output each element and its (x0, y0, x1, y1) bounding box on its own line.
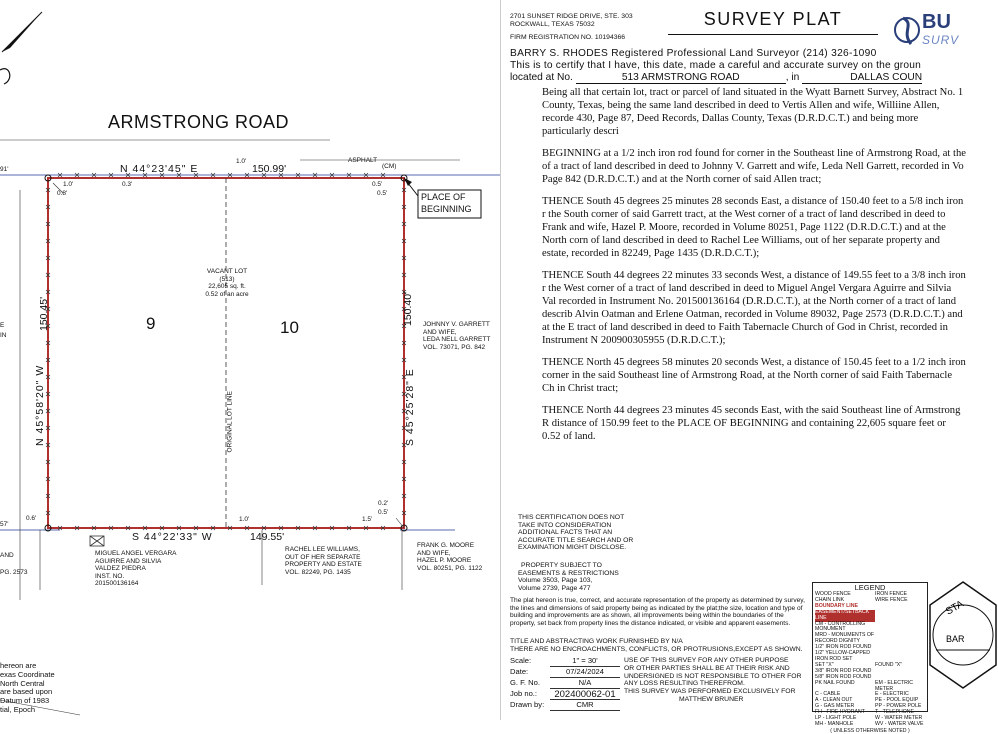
legend-item-right: W - WATER METER (875, 715, 923, 722)
pob-label-1: PLACE OF (421, 192, 466, 202)
offset-label: 1.5' (362, 516, 373, 523)
asphalt-label: ASPHALT (348, 157, 378, 164)
legend-item-left: EASEMENT/SETBACK LINE (815, 610, 875, 622)
north-bearing: N 44°23'45" E (120, 163, 199, 175)
east-owner: JOHNNY V. GARRETT AND WIFE, LEDA NELL GARRETT VOL. 73071, PG. 842 (423, 321, 491, 351)
east-bearing: S 45°25'28" E (404, 368, 416, 446)
west-bearing: N 45°58'20" W (34, 364, 46, 446)
sw-owner: MIGUEL ANGEL VERGARA AGUIRRE AND SILVIA VALDEZ PIEDRA INST. NO. 201500136164 (95, 550, 177, 587)
seal-text-1: STA (944, 598, 966, 618)
legend-item-right: IRON FENCE (875, 591, 907, 597)
job-info: Scale: 1" = 30' Date: 07/24/2024 G. F. No. N/A Job no.: 202400062-01 Drawn by: CMR (510, 656, 620, 711)
legal-paragraph: THENCE North 45 degrees 58 minutes 20 seconds West, a distance of 150.45 feet to a 1/2 inch iron corner in the said Southeast line of Armstrong Road, at the North corner of said Faith Tabernacle Ch in Christ tract; (542, 357, 966, 394)
cm-label: (CM) (382, 163, 397, 170)
legend-item-left: LP - LIGHT POLE (815, 715, 857, 722)
legend-item-right: WIRE FENCE (875, 596, 908, 603)
plat-statement: The plat hereon is true, correct, and accurate representation of the property as determined by survey, the lines and dimensions of said property being as indicated by the plat;the size, location and type of building and improvements are as shown, all improvements being within the boundaries of the property, set back from property lines the distance indicated, or visible and apparent easements. (510, 597, 805, 627)
basis-of-bearing-note: hereon are exas Coordinate North Central are based upon Datum of 1983 tial, Epoch (0, 661, 55, 714)
company-logo-icon (893, 10, 921, 50)
plat-svg (0, 0, 500, 720)
legend-item-left: MH - MANHOLE (815, 720, 854, 727)
certify-line: This is to certify that I have, this date, made a careful and accurate survey on the groun (510, 60, 921, 71)
legend-item-right: PP - POWER POLE (875, 703, 922, 710)
north-arrow-icon (0, 12, 42, 84)
legend-rows (813, 592, 927, 728)
legal-paragraph: Being all that certain lot, tract or parcel of land situated in the Wyatt Barnett Survey, Abstract No. 1 County, Texas, being the same land described in deed to Vertis Allen and wife, Williine Allen, recorde 430, Page 87, Deed Records, Dallas County, Texas (D.R.D.C.T.) and being more particularly descri (542, 87, 964, 137)
offset-label: 0.5' (377, 190, 388, 197)
survey-plat-drawing (0, 0, 500, 720)
offset-label: 0.3' (122, 181, 133, 188)
title-abstract-note: TITLE AND ABSTRACTING WORK FURNISHED BY N/A (510, 638, 683, 645)
legend-item-right: PE - POOL EQUIP (875, 697, 919, 704)
legend-item-left: PK NAIL FOUND (815, 679, 855, 686)
legend-item-right: E - ELECTRIC (875, 691, 909, 698)
legend-item-left: CHAIN LINK (815, 596, 845, 603)
offset-label: 0.5' (372, 181, 383, 188)
road-name: ARMSTRONG ROAD (108, 112, 290, 132)
legend-item-right: WV - WATER VALVE (875, 720, 924, 727)
legend-item-right (875, 633, 925, 645)
edge-label: E (0, 322, 5, 329)
legend-item-left: MRD - MONUMENTS OF RECORD DIGNITY (815, 632, 875, 645)
lot-number-10: 10 (280, 318, 299, 337)
offset-top-mid: 1.0' (236, 158, 247, 165)
logo-subtext: SURV (922, 33, 960, 47)
offset-label: 1.0' (239, 516, 250, 523)
offset-label: 0.8' (57, 190, 68, 197)
legend-item-left: SET "X" (815, 661, 834, 668)
legend-item-left: FH - FIRE HYDRANT (815, 709, 865, 716)
south-distance: 149.55' (250, 531, 285, 543)
offset-label: 0.5' (378, 509, 389, 516)
survey-plat-title: SURVEY PLAT (703, 9, 843, 29)
legend-item-right (875, 622, 925, 634)
legal-paragraph: BEGINNING at a 1/2 inch iron rod found for corner in the Southeast line of Armstrong Road, at the of a tract of land described in deed to Johnny V. Garrett and wife, Leda Nell Garrett, recorded in Vo Page 842 (D.R.D.C.T.) and at the North corner of said Allen tract; (542, 148, 966, 185)
title-box (668, 6, 878, 35)
original-lot-line-label: ORIGINAL LOT LINE (226, 391, 234, 453)
subject-to-note: PROPERTY SUBJECT TO EASEMENTS & RESTRICTIONS Volume 3503, Page 103, Volume 2739, Page 477 (518, 562, 619, 592)
legend-row (813, 610, 927, 622)
legend-item-right: EM - ELECTRIC METER (875, 679, 914, 692)
legend-item-left: 1/2" YELLOW-CAPPED IRON ROD SET (815, 650, 870, 662)
edge-label: AND (0, 552, 14, 559)
legal-paragraph: THENCE South 45 degrees 25 minutes 28 seconds East, a distance of 150.40 feet to a 5/8 inch iron r the South corner of said Garrett tract, at the West corner of a tract of land described in deed to Frank and wife, Hazel P. Moore, recorded in Volume 80251, Page 1122 (D.R.D.C.T.) and at the North corn of land described in deed to Rachel Lee Williams, out of her separate property and estate, recorded in 82249, Page 1435 (D.R.D.C.T.); (542, 196, 964, 259)
offset-tick (396, 518, 404, 528)
legend-row (813, 722, 927, 728)
legend-item-left: BOUNDARY LINE (815, 602, 858, 609)
legal-paragraph: THENCE South 44 degrees 22 minutes 33 seconds West, a distance of 149.55 feet to a 3/8 inch iron r the West corner of a tract of land described in deed to Miguel Angel Vergara Aguirre and Silvia Val recorded in Instrument No. 201500136164 (D.R.D.C.T.), at the North corner of a tract of land describ Alvin Oatman and Erlene Oatman, recorded in Volume 89032, Page 2573 (D.R.D.C.T.) and at the E tract of land described in deed to Faith Tabernacle Church of God in Christ, recorded in Instrument N 200900305955 (D.R.D.C.T.); (542, 270, 966, 346)
legend-item-left: G - GAS METER (815, 703, 855, 710)
logo-text: BU (922, 11, 951, 33)
legend-title: LEGEND (854, 583, 886, 592)
edge-label: 57' (0, 521, 9, 528)
se-owner: FRANK G. MOORE AND WIFE, HAZEL P. MOORE VOL. 80251, PG. 1122 (417, 542, 483, 572)
company-address: 2701 SUNSET RIDGE DRIVE, STE. 303 ROCKWALL, TEXAS 75032 (510, 13, 633, 28)
mailbox-icon (90, 536, 104, 546)
edge-label: IN (0, 332, 7, 339)
offset-label: 1.0' (63, 181, 74, 188)
surveyor-seal-icon (928, 580, 966, 690)
legend-item-right: T - TELEPHONE (875, 709, 915, 716)
lot-number-9: 9 (146, 314, 156, 333)
panel-divider (500, 0, 501, 720)
offset-label: 0.2' (378, 500, 389, 507)
legend-item-left: WOOD FENCE (815, 591, 851, 597)
vacant-lot-note: VACANT LOT (513) 22,605 sq. ft. 0.52 of an acre (205, 268, 249, 298)
legal-description (542, 86, 967, 452)
use-statement: USE OF THIS SURVEY FOR ANY OTHER PURPOSE OR OTHER PARTIES SHALL BE AT THEIR RISK AND UNDERSIGNED IS NOT RESPONSIBLE TO OTHER FOR ANY LOSS RESULTING THEREFROM. THIS SURVEY WAS PERFORMED EXCLUSIVELY FOR MATTHEW BRUNER (624, 657, 802, 703)
legend-item-left: C - CABLE (815, 691, 841, 698)
edge-label: PG. 2573 (0, 569, 28, 576)
firm-registration: FIRM REGISTRATION NO. 10194366 (510, 34, 626, 41)
pob-arrow-icon (404, 178, 412, 186)
legend-item-left: 5/8" IRON ROD FOUND (815, 673, 872, 680)
seal-text-2: BAR (946, 634, 965, 644)
north-distance: 150.99' (252, 163, 287, 175)
legend-item-left: CM - CONTROLLING MONUMENT (815, 620, 866, 633)
s-owner: RACHEL LEE WILLIAMS, OUT OF HER SEPARATE PROPERTY AND ESTATE VOL. 82249, PG. 1435 (285, 546, 362, 576)
title-search-note: THIS CERTIFICATION DOES NOT TAKE INTO CONSIDERATION ADDITIONAL FACTS THAT AN ACCURATE TITLE SEARCH AND OR EXAMINATION MIGHT DISCLOSE. (518, 514, 634, 551)
surveyor-line: BARRY S. RHODES Registered Professional Land Surveyor (214) 326-1090 (510, 48, 877, 59)
located-line: located at No. 513 ARMSTRONG ROAD , in DALLAS COUN (510, 72, 923, 83)
legend-item-right: FOUND "X" (875, 661, 903, 668)
legend-item-left: A - CLEAN OUT (815, 697, 853, 704)
legend-footer: ( UNLESS OTHERWISE NOTED ) (830, 727, 910, 734)
pob-label-2: BEGINNING (421, 204, 472, 214)
legend-item-left: 3/8" IRON ROD FOUND (815, 667, 872, 674)
legal-paragraph: THENCE North 44 degrees 23 minutes 45 seconds East, with the said Southeast line of Armstrong R distance of 150.99 feet to the PLACE OF BEGINNING and containing 22,605 square feet or 0.52 of land. (542, 405, 961, 442)
south-bearing: S 44°22'33" W (132, 531, 213, 543)
legend-item-left: 1/2" IRON ROD FOUND (815, 644, 872, 651)
west-distance: 150.45' (38, 296, 50, 331)
legend-item-right (875, 610, 925, 622)
east-distance: 150.40' (402, 291, 414, 326)
edge-label: 91' (0, 166, 9, 173)
no-encroach-note: THERE ARE NO ENCROACHMENTS, CONFLICTS, OR PROTRUSIONS,EXCEPT AS SHOWN. (510, 646, 803, 653)
offset-label: 0.6' (26, 515, 37, 522)
legend-box (812, 582, 928, 734)
